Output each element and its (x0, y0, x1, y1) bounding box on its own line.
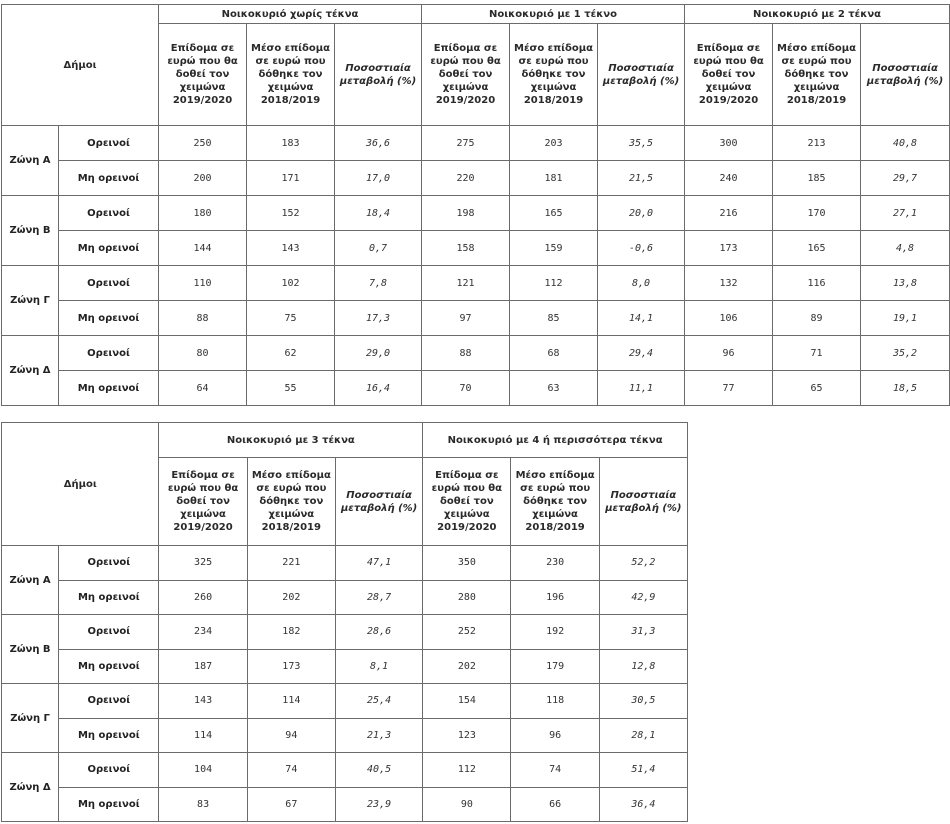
zone-label: Ζώνη Δ (2, 336, 59, 406)
table-row (2, 161, 950, 196)
allowance-2019-2020-value: 220 (422, 161, 510, 196)
percent-change-value: 28,7 (335, 580, 422, 615)
zone-label: Ζώνη Α (2, 546, 59, 615)
area-type-label: Μη ορεινοί (59, 161, 159, 196)
allowance-2019-2020-value: 252 (423, 615, 511, 650)
percent-change-value: 21,5 (598, 161, 685, 196)
allowance-2019-2020-value: 143 (159, 684, 247, 719)
area-type-label: Ορεινοί (59, 615, 159, 650)
group-header-row (2, 5, 950, 24)
percent-change-value: 52,2 (599, 546, 687, 581)
zone-label: Ζώνη Β (2, 196, 59, 266)
percent-change-value: 17,0 (335, 161, 422, 196)
allowance-2019-2020-value: 216 (685, 196, 773, 231)
avg-allowance-2018-2019-value: 221 (247, 546, 335, 581)
avg-allowance-2018-2019-value: 179 (511, 649, 599, 684)
percent-change-value: 16,4 (335, 371, 422, 406)
table-row (2, 546, 688, 581)
avg-allowance-2018-2019-header: Μέσο επίδομα σε ευρώ που δόθηκε τον χειμώνα 2018/2019 (510, 24, 598, 126)
allowance-2019-2020-value: 200 (159, 161, 247, 196)
avg-allowance-2018-2019-value: 114 (247, 684, 335, 719)
percent-change-value: 17,3 (335, 301, 422, 336)
avg-allowance-2018-2019-header: Μέσο επίδομα σε ευρώ που δόθηκε τον χειμώνα 2018/2019 (773, 24, 861, 126)
allowance-2019-2020-value: 123 (423, 718, 511, 753)
percent-change-value: 28,1 (599, 718, 687, 753)
avg-allowance-2018-2019-value: 143 (247, 231, 335, 266)
percent-change-value: 11,1 (598, 371, 685, 406)
area-type-label: Ορεινοί (59, 753, 159, 788)
avg-allowance-2018-2019-value: 203 (510, 126, 598, 161)
allowance-2019-2020-value: 110 (159, 266, 247, 301)
percent-change-value: 36,4 (599, 787, 687, 822)
avg-allowance-2018-2019-value: 165 (773, 231, 861, 266)
allowance-2019-2020-value: 121 (422, 266, 510, 301)
percent-change-value: 21,3 (335, 718, 422, 753)
avg-allowance-2018-2019-value: 118 (511, 684, 599, 719)
percent-change-header: Ποσοστιαία μεταβολή (%) (335, 24, 422, 126)
avg-allowance-2018-2019-value: 55 (247, 371, 335, 406)
allowance-2019-2020-header: Επίδομα σε ευρώ που θα δοθεί τον χειμώνα 2019/2020 (423, 458, 511, 546)
table-row (2, 753, 688, 788)
avg-allowance-2018-2019-value: 152 (247, 196, 335, 231)
zone-label: Ζώνη Α (2, 126, 59, 196)
allowance-2019-2020-value: 88 (422, 336, 510, 371)
household-group-header: Νοικοκυριό με 4 ή περισσότερα τέκνα (423, 423, 688, 458)
allowance-2019-2020-value: 96 (685, 336, 773, 371)
table-row (2, 787, 688, 822)
avg-allowance-2018-2019-value: 94 (247, 718, 335, 753)
avg-allowance-2018-2019-value: 74 (247, 753, 335, 788)
area-type-label: Μη ορεινοί (59, 718, 159, 753)
area-type-label: Ορεινοί (59, 196, 159, 231)
percent-change-value: 18,4 (335, 196, 422, 231)
allowance-2019-2020-header: Επίδομα σε ευρώ που θα δοθεί τον χειμώνα 2019/2020 (685, 24, 773, 126)
avg-allowance-2018-2019-header: Μέσο επίδομα σε ευρώ που δόθηκε τον χειμώνα 2018/2019 (247, 458, 335, 546)
table-row (2, 196, 950, 231)
household-group-header: Νοικοκυριό με 3 τέκνα (159, 423, 423, 458)
table-row (2, 649, 688, 684)
avg-allowance-2018-2019-value: 192 (511, 615, 599, 650)
zone-label: Ζώνη Γ (2, 684, 59, 753)
allowance-2019-2020-value: 325 (159, 546, 247, 581)
avg-allowance-2018-2019-value: 85 (510, 301, 598, 336)
percent-change-header: Ποσοστιαία μεταβολή (%) (335, 458, 422, 546)
avg-allowance-2018-2019-value: 63 (510, 371, 598, 406)
percent-change-value: 29,0 (335, 336, 422, 371)
avg-allowance-2018-2019-value: 230 (511, 546, 599, 581)
percent-change-value: 20,0 (598, 196, 685, 231)
area-type-label: Μη ορεινοί (59, 371, 159, 406)
percent-change-value: 25,4 (335, 684, 422, 719)
allowance-2019-2020-value: 114 (159, 718, 247, 753)
table-row (2, 684, 688, 719)
allowance-2019-2020-value: 90 (423, 787, 511, 822)
allowance-2019-2020-value: 202 (423, 649, 511, 684)
percent-change-value: -0,6 (598, 231, 685, 266)
household-group-header: Νοικοκυριό με 1 τέκνο (422, 5, 685, 24)
avg-allowance-2018-2019-value: 65 (773, 371, 861, 406)
avg-allowance-2018-2019-value: 112 (510, 266, 598, 301)
avg-allowance-2018-2019-value: 74 (511, 753, 599, 788)
avg-allowance-2018-2019-value: 202 (247, 580, 335, 615)
allowance-2019-2020-value: 70 (422, 371, 510, 406)
avg-allowance-2018-2019-value: 173 (247, 649, 335, 684)
percent-change-value: 29,4 (598, 336, 685, 371)
percent-change-value: 51,4 (599, 753, 687, 788)
percent-change-value: 27,1 (861, 196, 950, 231)
area-type-label: Ορεινοί (59, 684, 159, 719)
area-type-label: Ορεινοί (59, 336, 159, 371)
percent-change-value: 14,1 (598, 301, 685, 336)
table-row (2, 336, 950, 371)
table-row (2, 126, 950, 161)
percent-change-value: 31,3 (599, 615, 687, 650)
avg-allowance-2018-2019-value: 165 (510, 196, 598, 231)
percent-change-header: Ποσοστιαία μεταβολή (%) (861, 24, 950, 126)
avg-allowance-2018-2019-value: 185 (773, 161, 861, 196)
percent-change-value: 0,7 (335, 231, 422, 266)
group-header-row (2, 423, 688, 458)
allowance-2019-2020-value: 80 (159, 336, 247, 371)
municipalities-header: Δήμοι (2, 5, 159, 126)
table-row (2, 718, 688, 753)
percent-change-value: 23,9 (335, 787, 422, 822)
percent-change-header: Ποσοστιαία μεταβολή (%) (599, 458, 687, 546)
household-group-header: Νοικοκυριό με 2 τέκνα (685, 5, 950, 24)
avg-allowance-2018-2019-value: 170 (773, 196, 861, 231)
zone-label: Ζώνη Γ (2, 266, 59, 336)
allowance-2019-2020-value: 187 (159, 649, 247, 684)
avg-allowance-2018-2019-value: 196 (511, 580, 599, 615)
allowance-2019-2020-value: 144 (159, 231, 247, 266)
allowance-2019-2020-value: 64 (159, 371, 247, 406)
area-type-label: Ορεινοί (59, 546, 159, 581)
percent-change-value: 12,8 (599, 649, 687, 684)
percent-change-value: 35,2 (861, 336, 950, 371)
avg-allowance-2018-2019-value: 75 (247, 301, 335, 336)
allowance-2019-2020-value: 104 (159, 753, 247, 788)
allowance-2019-2020-header: Επίδομα σε ευρώ που θα δοθεί τον χειμώνα 2019/2020 (159, 24, 247, 126)
allowance-2019-2020-value: 275 (422, 126, 510, 161)
avg-allowance-2018-2019-value: 183 (247, 126, 335, 161)
allowance-2019-2020-value: 83 (159, 787, 247, 822)
percent-change-value: 4,8 (861, 231, 950, 266)
percent-change-value: 28,6 (335, 615, 422, 650)
percent-change-value: 47,1 (335, 546, 422, 581)
percent-change-value: 18,5 (861, 371, 950, 406)
area-type-label: Μη ορεινοί (59, 301, 159, 336)
zone-label: Ζώνη Β (2, 615, 59, 684)
table-row (2, 266, 950, 301)
percent-change-header: Ποσοστιαία μεταβολή (%) (598, 24, 685, 126)
allowance-2019-2020-header: Επίδομα σε ευρώ που θα δοθεί τον χειμώνα 2019/2020 (422, 24, 510, 126)
percent-change-value: 19,1 (861, 301, 950, 336)
area-type-label: Μη ορεινοί (59, 787, 159, 822)
percent-change-value: 8,0 (598, 266, 685, 301)
area-type-label: Μη ορεινοί (59, 580, 159, 615)
allowance-2019-2020-value: 234 (159, 615, 247, 650)
percent-change-value: 29,7 (861, 161, 950, 196)
allowance-2019-2020-value: 198 (422, 196, 510, 231)
area-type-label: Μη ορεινοί (59, 649, 159, 684)
avg-allowance-2018-2019-value: 171 (247, 161, 335, 196)
avg-allowance-2018-2019-value: 67 (247, 787, 335, 822)
municipalities-header: Δήμοι (2, 423, 159, 546)
avg-allowance-2018-2019-value: 213 (773, 126, 861, 161)
allowance-2019-2020-value: 97 (422, 301, 510, 336)
allowance-2019-2020-value: 300 (685, 126, 773, 161)
avg-allowance-2018-2019-value: 71 (773, 336, 861, 371)
table-row (2, 371, 950, 406)
avg-allowance-2018-2019-value: 96 (511, 718, 599, 753)
area-type-label: Ορεινοί (59, 266, 159, 301)
percent-change-value: 7,8 (335, 266, 422, 301)
allowance-2019-2020-value: 180 (159, 196, 247, 231)
avg-allowance-2018-2019-value: 159 (510, 231, 598, 266)
avg-allowance-2018-2019-value: 68 (510, 336, 598, 371)
avg-allowance-2018-2019-value: 62 (247, 336, 335, 371)
allowance-2019-2020-value: 77 (685, 371, 773, 406)
percent-change-value: 36,6 (335, 126, 422, 161)
heating-allowance-table-1 (1, 4, 950, 406)
area-type-label: Ορεινοί (59, 126, 159, 161)
avg-allowance-2018-2019-value: 182 (247, 615, 335, 650)
avg-allowance-2018-2019-value: 89 (773, 301, 861, 336)
avg-allowance-2018-2019-value: 181 (510, 161, 598, 196)
allowance-2019-2020-value: 158 (422, 231, 510, 266)
percent-change-value: 40,8 (861, 126, 950, 161)
heating-allowance-table-2 (1, 422, 688, 822)
percent-change-value: 8,1 (335, 649, 422, 684)
allowance-2019-2020-value: 240 (685, 161, 773, 196)
allowance-2019-2020-value: 260 (159, 580, 247, 615)
zone-label: Ζώνη Δ (2, 753, 59, 822)
avg-allowance-2018-2019-value: 116 (773, 266, 861, 301)
allowance-2019-2020-value: 88 (159, 301, 247, 336)
percent-change-value: 42,9 (599, 580, 687, 615)
allowance-2019-2020-value: 112 (423, 753, 511, 788)
allowance-2019-2020-value: 154 (423, 684, 511, 719)
percent-change-value: 40,5 (335, 753, 422, 788)
allowance-2019-2020-value: 132 (685, 266, 773, 301)
allowance-2019-2020-value: 106 (685, 301, 773, 336)
avg-allowance-2018-2019-header: Μέσο επίδομα σε ευρώ που δόθηκε τον χειμώνα 2018/2019 (511, 458, 599, 546)
allowance-2019-2020-value: 250 (159, 126, 247, 161)
percent-change-value: 30,5 (599, 684, 687, 719)
table-row (2, 231, 950, 266)
area-type-label: Μη ορεινοί (59, 231, 159, 266)
table-row (2, 615, 688, 650)
table-row (2, 580, 688, 615)
allowance-2019-2020-value: 173 (685, 231, 773, 266)
avg-allowance-2018-2019-header: Μέσο επίδομα σε ευρώ που δόθηκε τον χειμώνα 2018/2019 (247, 24, 335, 126)
allowance-2019-2020-value: 280 (423, 580, 511, 615)
allowance-2019-2020-value: 350 (423, 546, 511, 581)
avg-allowance-2018-2019-value: 66 (511, 787, 599, 822)
avg-allowance-2018-2019-value: 102 (247, 266, 335, 301)
household-group-header: Νοικοκυριό χωρίς τέκνα (159, 5, 422, 24)
percent-change-value: 35,5 (598, 126, 685, 161)
table-row (2, 301, 950, 336)
percent-change-value: 13,8 (861, 266, 950, 301)
allowance-2019-2020-header: Επίδομα σε ευρώ που θα δοθεί τον χειμώνα 2019/2020 (159, 458, 247, 546)
